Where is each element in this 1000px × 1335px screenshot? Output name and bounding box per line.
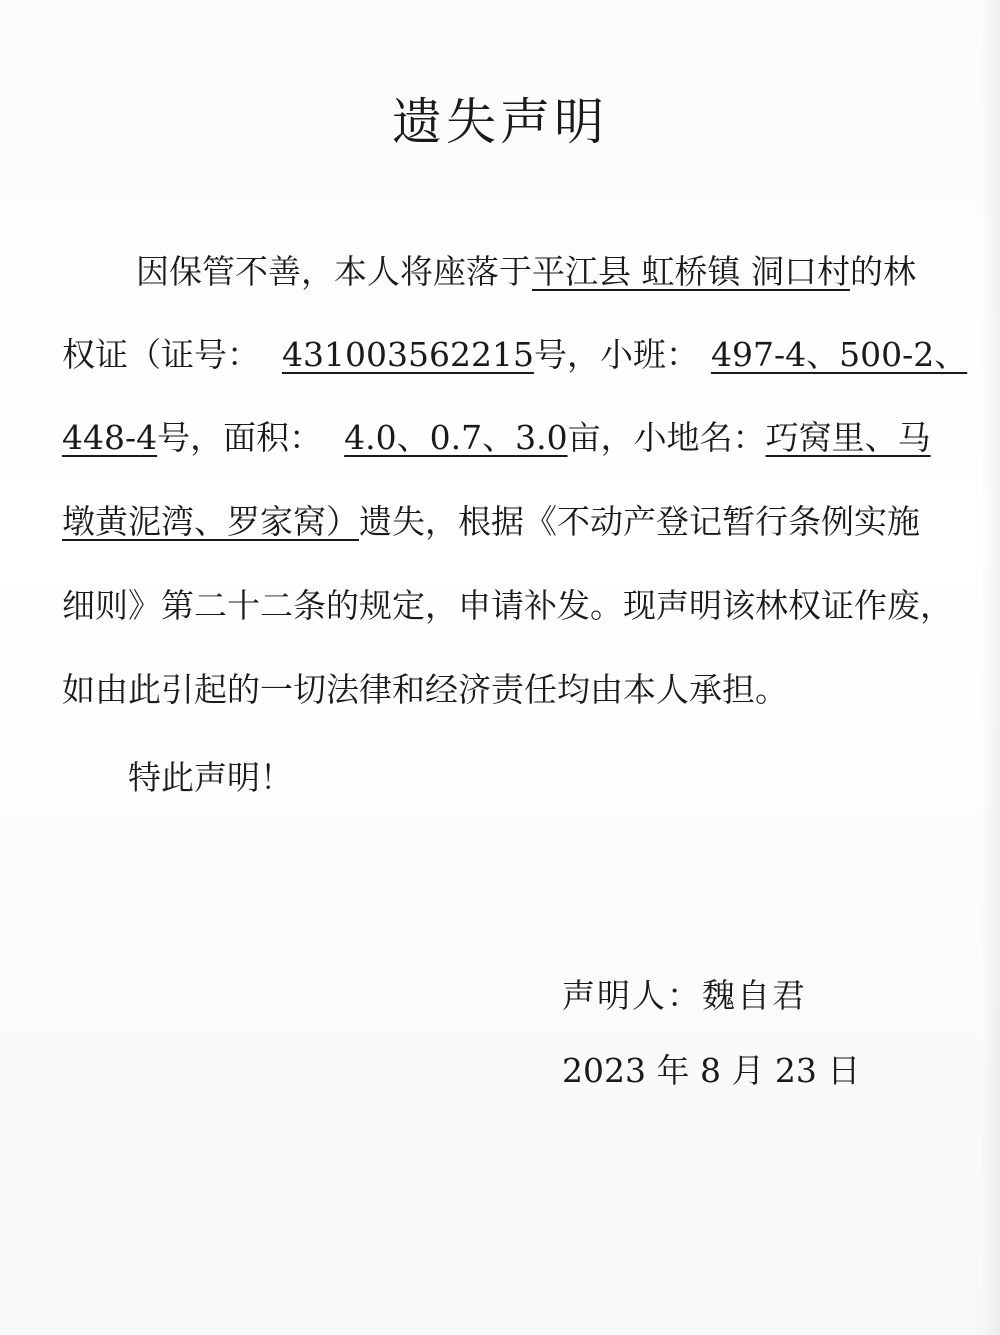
text-segment: 的林	[849, 252, 916, 291]
body-line-5: 细则》第二十二条的规定，申请补发。现声明该林权证作废，	[62, 586, 953, 625]
closing-statement: 特此声明！	[128, 758, 293, 797]
signer	[562, 970, 807, 1017]
body-line-4	[62, 502, 920, 542]
page-edge-shadow	[980, 0, 1000, 1335]
text-segment: 因保管不善，本人将座落于	[136, 252, 532, 291]
area-values: 4.0、0.7、3.0	[344, 418, 568, 457]
body-line-3	[62, 418, 931, 458]
plot-numbers: 497-4、500-2、	[710, 335, 968, 374]
location-value: 平江县 虹桥镇 洞口村	[532, 252, 850, 291]
place-name-cont: 墩黄泥湾、罗家窝）	[62, 502, 359, 541]
certificate-number: 431003562215	[282, 335, 534, 374]
plot-numbers-cont: 448-4	[62, 418, 158, 457]
document-title: 遗失声明	[392, 93, 608, 151]
place-name: 巧窝里、马	[765, 418, 931, 457]
document-date: 2023 年 8 月 23 日	[562, 1051, 861, 1090]
body-line-1	[136, 252, 916, 292]
body-line-6: 如由此引起的一切法律和经济责任均由本人承担。	[62, 670, 788, 709]
body-line-2	[62, 335, 967, 375]
text-segment: 亩，小地名：	[567, 418, 766, 457]
signer-label: 声明人：	[562, 976, 702, 1015]
text-segment: 号，面积：	[157, 418, 323, 457]
text-segment: 遗失，根据《不动产登记暂行条例实施	[359, 502, 920, 541]
text-segment: 号，小班：	[533, 335, 699, 374]
text-segment: 权证（证号：	[62, 335, 260, 374]
signer-name: 魏自君	[702, 976, 807, 1015]
